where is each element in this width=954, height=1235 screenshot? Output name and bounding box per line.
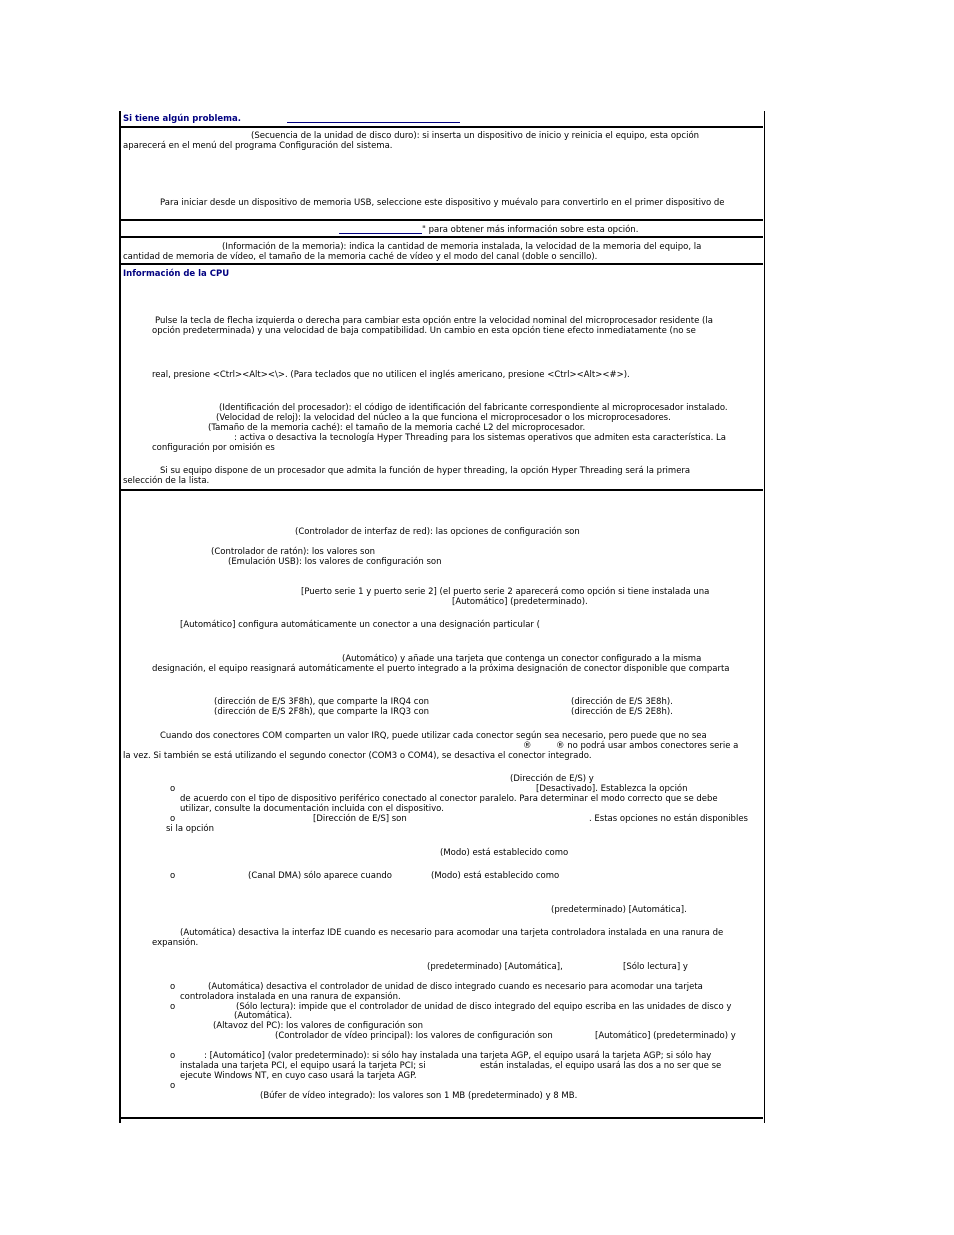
com3-text: (dirección de E/S 3E8h). [571,697,673,707]
parallel-mode-text: de acuerdo con el tipo de dispositivo periférico conectado al conector paralelo. Para determinar el modo correcto que se debe [180,794,718,804]
auto-card-text: designación, el equipo reasignará automáticamente el puerto integrado a la próxima designación de conector disponible que comparta [152,664,730,674]
ide-auto-text: (Automática) desactiva la interfaz IDE cuando es necesario para acomodar una tarjeta controladora instalada en una ranura de [180,928,724,938]
hyper-threading-text: : activa o desactiva la tecnología Hyper Threading para los sistemas operativos que admiten esta característica. La [234,433,726,443]
hdd-sequence-text: aparecerá en el menú del programa Configuración del sistema. [123,141,393,151]
video-buffer-text: (Búfer de vídeo integrado): los valores son 1 MB (predeterminado) y 8 MB. [260,1091,578,1101]
ide-values-text: (predeterminado) [Automática]. [551,905,687,915]
row-divider [119,1117,763,1119]
bullet: o [170,784,176,794]
registered-mark: ® [523,741,532,751]
mode-text: (Modo) está establecido como [440,848,569,858]
agp-text: están instaladas, el equipo usará las dos a no ser que se [480,1061,722,1071]
auto-card-text: (Automático) y añade una tarjeta que contenga un conector configurado a la misma [342,654,702,664]
bullet: o [170,1002,176,1012]
hyper-threading-note: Si su equipo dispone de un procesador que admita la función de hyper threading, la opción Hyper Threading será la primera [160,466,691,476]
io-address-text: [Dirección de E/S] son [313,814,407,824]
bullet: o [170,814,176,824]
read-only-text: (Automática). [234,1011,293,1021]
primary-video-text: [Automático] (predeterminado) y [595,1031,736,1041]
bullet: o [170,1081,176,1091]
agp-text: ejecute Windows NT, en cuyo caso usará la tarjeta AGP. [180,1071,417,1081]
irq-note-text: la vez. Si también se está utilizando el segundo conector (COM3 o COM4), se desactiva el conector integrado. [123,751,592,761]
serial-port-text: [Puerto serie 1 y puerto serie 2] (el puerto serie 2 aparecerá como opción si tiene instalada una [301,587,710,597]
mouse-controller-text: (Controlador de ratón): los valores son [211,547,376,557]
com2-text: (dirección de E/S 2F8h), que comparte la IRQ3 con [214,707,430,717]
hdd-sequence-text: (Secuencia de la unidad de disco duro): si inserta un dispositivo de inicio y reinicia el equipo, esta opción [251,131,700,141]
bullet: o [170,982,176,992]
serial-port-text: [Automático] (predeterminado). [452,597,588,607]
ide-auto-text: expansión. [152,938,199,948]
agp-text: instalada una tarjeta PCI, el equipo usará la tarjeta PCI; si [180,1061,426,1071]
hyperlink-underline[interactable] [287,122,460,123]
memory-info-text: cantidad de memoria de vídeo, el tamaño de la memoria caché de vídeo y el modo del canal (doble o sencillo). [123,252,598,262]
problem-heading: Si tiene algún problema. [123,114,242,124]
more-info-text: " para obtener más información sobre esta opción. [422,225,639,235]
cpu-info-heading: Información de la CPU [123,269,230,279]
usb-emulation-text: (Emulación USB): los valores de configuración son [228,557,442,567]
diskette-auto-text: (Automática) desactiva el controlador de unidad de disco integrado cuando es necesario para acomodar una tarjeta [208,982,703,992]
row-divider [119,219,763,221]
nic-text: (Controlador de interfaz de red): las opciones de configuración son [295,527,580,537]
parallel-io-text: (Dirección de E/S) y [510,774,594,784]
cpu-speed-text: opción predeterminada) y una velocidad de baja compatibilidad. Un cambio en esta opción tiene efecto inmediatamente (no se [152,326,696,336]
bullet: o [170,1051,176,1061]
parallel-disabled-text: [Desactivado]. Establezca la opción [536,784,688,794]
bullet: o [170,871,176,881]
memory-info-text: (Información de la memoria): indica la cantidad de memoria instalada, la velocidad de la memoria del equipo, la [222,242,702,252]
diskette-values-text: [Sólo lectura] y [623,962,688,972]
hyperlink-underline[interactable] [339,233,422,234]
row-divider [119,489,763,491]
dma-channel-text: (Canal DMA) sólo aparece cuando [248,871,392,881]
diskette-auto-text: controladora instalada en una ranura de expansión. [180,992,401,1002]
com4-text: (dirección de E/S 2E8h). [571,707,673,717]
row-divider [119,126,763,128]
diskette-values-text: (predeterminado) [Automática], [427,962,563,972]
row-divider [119,263,763,265]
read-only-text: (Sólo lectura): impide que el controlador de unidad de disco integrado del equipo escriba en las unidades de disco y [236,1002,732,1012]
io-address-text: . Estas opciones no están disponibles [589,814,748,824]
hyper-threading-text: configuración por omisión es [152,443,275,453]
cpu-speed-text: Pulse la tecla de flecha izquierda o derecha para cambiar esta opción entre la velocidad nominal del microprocesador residente (la [155,316,713,326]
cpu-keys-text: real, presione <Ctrl><Alt><\>. (Para teclados que no utilicen el inglés americano, presione <Ctrl><Alt><#>). [152,370,630,380]
usb-boot-note: Para iniciar desde un dispositivo de memoria USB, seleccione este dispositivo y muévalo para convertirlo en el primer dispositivo de [160,198,725,208]
hyper-threading-note: selección de la lista. [123,476,210,486]
irq-note-text: ® no podrá usar ambos conectores serie a [556,741,739,751]
row-divider [119,236,763,238]
clock-speed-text: (Velocidad de reloj): la velocidad del núcleo a la que funciona el microprocesador o los microprocesadores. [216,413,671,423]
primary-video-text: (Controlador de vídeo principal): los valores de configuración son [275,1031,553,1041]
pc-speaker-text: (Altavoz del PC): los valores de configuración son [213,1021,423,1031]
dma-channel-text: (Modo) está establecido como [431,871,560,881]
parallel-mode-text: utilizar, consulte la documentación incluida con el dispositivo. [180,804,444,814]
agp-text: : [Automático] (valor predeterminado): si sólo hay instalada una tarjeta AGP, el equipo usará la tarjeta AGP; si sólo hay [204,1051,712,1061]
com1-text: (dirección de E/S 3F8h), que comparte la IRQ4 con [214,697,430,707]
processor-id-text: (Identificación del procesador): el código de identificación del fabricante correspondiente al microprocesador instalado. [219,403,728,413]
io-address-text: si la opción [166,824,214,834]
auto-config-text: [Automático] configura automáticamente un conector a una designación particular ( [180,620,540,630]
cache-size-text: (Tamaño de la memoria caché): el tamaño de la memoria caché L2 del microprocesador. [208,423,586,433]
irq-note-text: Cuando dos conectores COM comparten un valor IRQ, puede utilizar cada conector según sea necesario, pero puede que no sea [160,731,707,741]
